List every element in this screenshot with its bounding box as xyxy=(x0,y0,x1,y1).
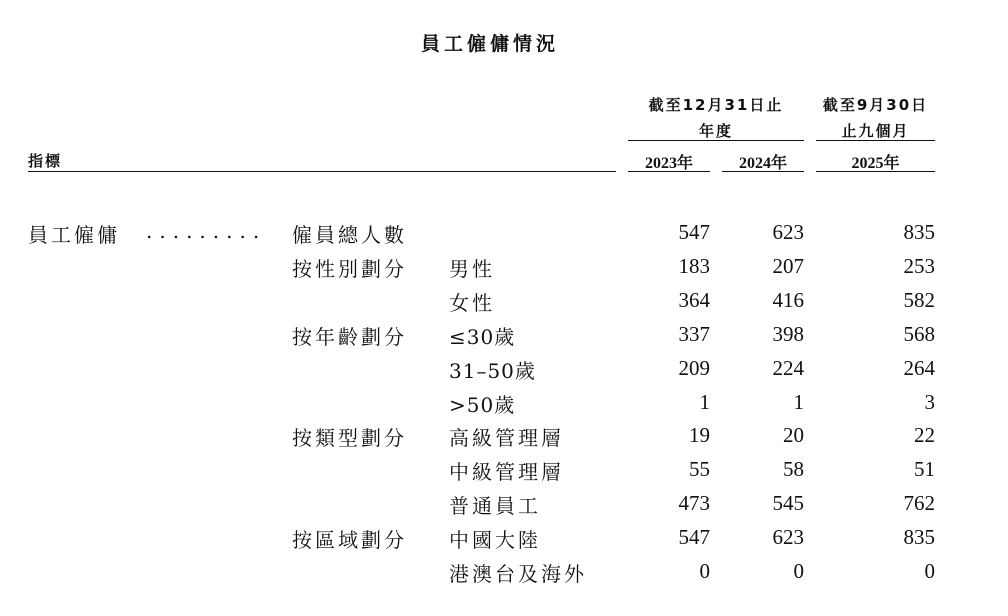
header-fy-rule xyxy=(628,140,804,141)
value-2023: 547 xyxy=(678,525,710,549)
value-2023: 547 xyxy=(678,220,710,244)
section-label: 員工僱傭 xyxy=(28,223,120,247)
value-2025: 253 xyxy=(903,254,935,278)
value-2023: 473 xyxy=(678,491,710,515)
sub-label: 31–50歲 xyxy=(449,359,536,383)
value-2023: 55 xyxy=(689,457,710,481)
header-9m-line2: 止九個月 xyxy=(841,122,910,140)
value-2024: 398 xyxy=(772,322,804,346)
year-2023-header: 2023年 xyxy=(644,155,693,172)
value-2025: 0 xyxy=(924,559,935,583)
sub-label: 女性 xyxy=(449,291,495,315)
header-9m-rule xyxy=(816,140,935,141)
leader-dots: ......... xyxy=(146,219,267,243)
value-2024: 0 xyxy=(793,559,804,583)
header-9m-line1: 截至9月30日 xyxy=(822,96,929,114)
value-2025: 762 xyxy=(903,491,935,515)
sub-label: 中國大陸 xyxy=(449,528,541,552)
value-2024: 623 xyxy=(772,220,804,244)
sub-label: >50歲 xyxy=(449,393,516,417)
page-title: 員工僱傭情況 xyxy=(420,33,559,55)
value-2024: 416 xyxy=(772,288,804,312)
value-2025: 582 xyxy=(903,288,935,312)
value-2024: 1 xyxy=(793,390,804,414)
value-2024: 545 xyxy=(772,491,804,515)
value-2023: 1 xyxy=(699,390,710,414)
sub-label: 港澳台及海外 xyxy=(449,562,587,586)
year-2024-rule xyxy=(722,171,804,172)
sub-label: 男性 xyxy=(449,257,495,281)
value-2025: 51 xyxy=(914,457,935,481)
header-9m-group xyxy=(816,92,935,144)
indicator-rule xyxy=(28,171,616,172)
value-2023: 337 xyxy=(678,322,710,346)
value-2025: 264 xyxy=(903,356,935,380)
year-2025-header: 2025年 xyxy=(851,155,900,172)
value-2023: 209 xyxy=(678,356,710,380)
sub-label: ≤30歲 xyxy=(449,325,516,349)
value-2025: 835 xyxy=(903,220,935,244)
value-2025: 22 xyxy=(914,423,935,447)
sub-label: 普通員工 xyxy=(449,494,541,518)
value-2023: 183 xyxy=(678,254,710,278)
value-2024: 20 xyxy=(783,423,804,447)
value-2023: 0 xyxy=(699,559,710,583)
indicator-label: 指標 xyxy=(28,152,63,170)
value-2024: 224 xyxy=(772,356,804,380)
value-2024: 207 xyxy=(772,254,804,278)
sub-label: 中級管理層 xyxy=(449,460,564,484)
year-2023-rule xyxy=(628,171,710,172)
sub-label: 高級管理層 xyxy=(449,426,564,450)
group-label: 按性別劃分 xyxy=(292,257,407,281)
year-2024-header: 2024年 xyxy=(738,155,787,172)
year-2025-rule xyxy=(816,171,935,172)
header-fy-group xyxy=(628,92,804,144)
row-label: 僱員總人數 xyxy=(292,223,407,247)
value-2024: 58 xyxy=(783,457,804,481)
value-2023: 364 xyxy=(678,288,710,312)
value-2025: 3 xyxy=(924,390,935,414)
group-label: 按區域劃分 xyxy=(292,528,407,552)
value-2025: 568 xyxy=(903,322,935,346)
value-2023: 19 xyxy=(689,423,710,447)
group-label: 按年齡劃分 xyxy=(292,325,407,349)
value-2024: 623 xyxy=(772,525,804,549)
header-fy-line1: 截至12月31日止 xyxy=(648,96,784,114)
header-fy-line2: 年度 xyxy=(698,122,733,140)
group-label: 按類型劃分 xyxy=(292,426,407,450)
value-2025: 835 xyxy=(903,525,935,549)
